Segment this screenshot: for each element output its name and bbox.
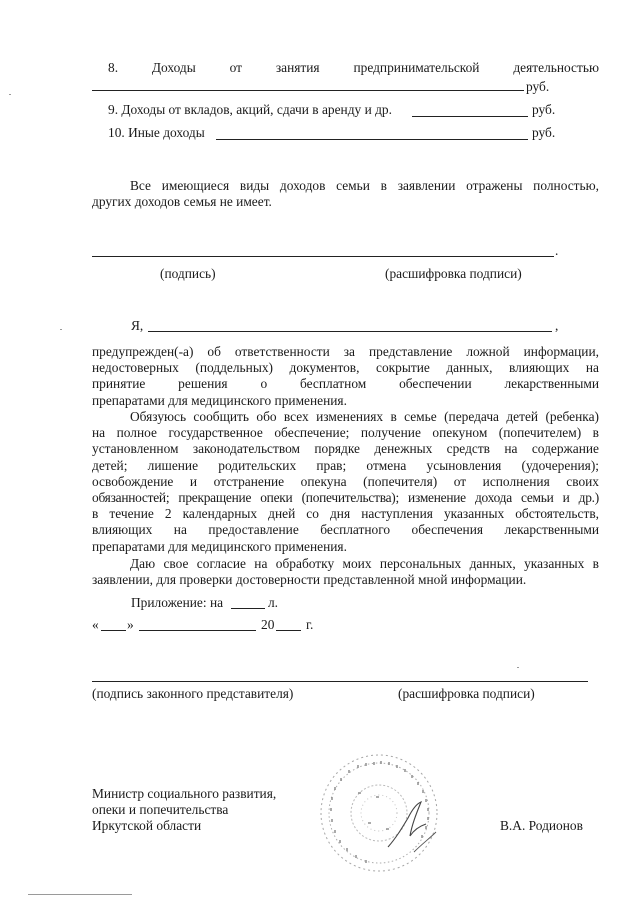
signatory-position-line-1: Министр социального развития, [92,786,277,801]
date-year-prefix: 20 [261,617,275,632]
consent-line-2: заявлении, для проверки достоверности представленной мной информации. [92,572,527,588]
decoding-caption-2: (расшифровка подписи) [398,686,535,701]
obligation-line-2: на полное государственное обеспечение; получение опекуном (попечителем) в [92,425,599,441]
completeness-statement [92,178,599,210]
obligation-line-9: препаратами для медицинского применения. [92,538,347,554]
declarant-name-line [148,331,552,332]
item9-blank-line [412,116,528,117]
item8-currency: руб. [526,79,550,94]
attachment-suffix: л. [268,595,279,610]
declaration-prefix: Я, [131,318,144,333]
scan-mark-left [9,94,11,95]
signature-caption-1: (подпись) [160,266,216,281]
item8-heading [108,60,599,76]
obligation-line-7: в течение 2 календарных дней со дня наступления указанных обстоятельств, [92,506,599,522]
signature-caption-2: (подпись законного представителя) [92,686,294,701]
attachment-pages-blank [231,608,265,609]
obligation-line-6: обязанностей; прекращение опеки (попечительства); изменение дохода семьи и др.) [92,489,599,505]
warning-paragraph [92,344,599,409]
obligation-paragraph [92,409,599,555]
obligation-line-5: освобождение и отстранение опекуна (попечителя) от исполнения своих [92,473,599,489]
date-month-blank [139,630,256,631]
item9-label: 9. Доходы от вкладов, акций, сдачи в аренду и др. [108,102,392,117]
item8-word-5: деятельностью [513,60,599,75]
obligation-line-3: установленном законодательством порядке денежных средств на содержание [92,441,599,457]
declaration-comma: , [555,318,559,333]
date-year-suffix: г. [306,617,314,632]
consent-paragraph [92,556,599,588]
date-year-blank [276,630,301,631]
signature-line-2 [92,681,588,682]
obligation-line-4: детей; лишение родительских прав; отмена усыновления (удочерения); [92,457,599,473]
signatory-position-line-2: опеки и попечительства [92,802,229,817]
official-seal-icon [318,752,440,874]
signatory-position-line-3: Иркутской области [92,818,202,833]
item8-word-3: занятия [275,60,320,75]
warning-line-1: предупрежден(-а) об ответственности за представление ложной информации, [92,344,599,359]
attachment-label: Приложение: на [131,595,224,610]
warning-line-2: недостоверных (поддельных) документов, сокрытие данных, влияющих на [92,360,599,376]
item8-word-1: Доходы [151,60,196,75]
date-close-quote: » [127,617,134,632]
consent-line-1: Даю свое согласие на обработку моих персональных данных, указанных в [130,556,599,571]
date-open-quote: « [92,617,99,632]
completeness-line-1: Все имеющиеся виды доходов семьи в заявлении отражены полностью, [130,178,599,193]
completeness-line-2: других доходов семья не имеет. [92,194,272,210]
item10-blank-line [216,139,528,140]
item8-blank-line [92,90,524,91]
scan-mark-right [517,667,519,668]
item8-number: 8. [108,60,119,75]
decoding-caption-1: (расшифровка подписи) [385,266,522,281]
signatory-name: В.А. Родионов [500,818,583,833]
signature-line-1 [92,256,554,257]
item10-label: 10. Иные доходы [108,125,205,140]
item9-currency: руб. [532,102,556,117]
item8-word-2: от [229,60,242,75]
signature-line-1-dot: . [555,243,559,258]
obligation-line-1: Обязуюсь сообщить обо всех изменениях в семье (передача детей (ребенка) [130,409,599,424]
scan-mark-bottom [28,894,132,895]
warning-line-3: принятие решения о бесплатном обеспечении лекарственными [92,376,599,392]
warning-line-4: препаратами для медицинского применения. [92,392,347,408]
item10-currency: руб. [532,125,556,140]
scan-mark-left-2 [60,329,62,330]
obligation-line-8: влияющих на предоставление бесплатного обеспечения лекарственными [92,522,599,538]
item8-word-4: предпринимательской [353,60,480,75]
date-day-blank [101,630,126,631]
